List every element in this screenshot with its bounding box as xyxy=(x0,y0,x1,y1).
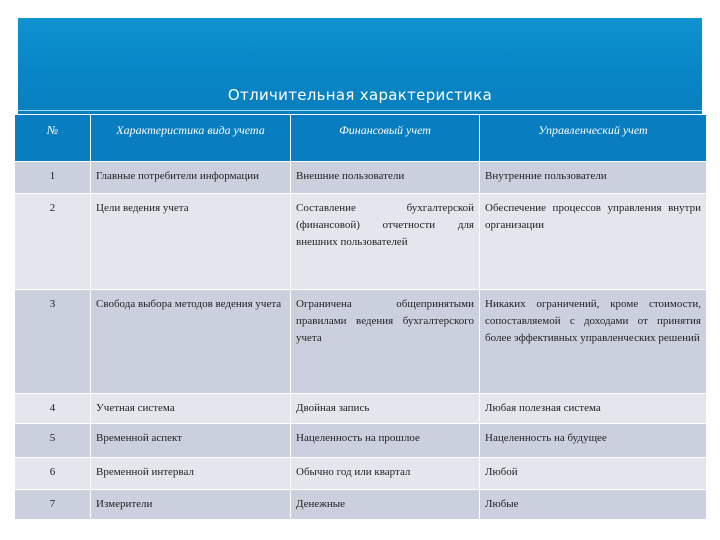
row-number: 4 xyxy=(15,394,91,424)
row-financial: Двойная запись xyxy=(291,394,480,424)
row-characteristic: Цели ведения учета xyxy=(91,194,291,290)
row-characteristic: Измерители xyxy=(91,490,291,520)
comparison-table xyxy=(14,114,707,520)
header-financial: Финансовый учет xyxy=(291,115,480,162)
table-row xyxy=(15,458,707,490)
row-number: 7 xyxy=(15,490,91,520)
header-characteristic: Характеристика вида учета xyxy=(91,115,291,162)
banner-divider xyxy=(18,110,702,111)
page-title: Отличительная характеристика xyxy=(227,86,493,104)
row-financial: Составление бухгалтерской (финансовой) отчетности для внешних пользователей xyxy=(291,194,480,290)
row-number: 1 xyxy=(15,162,91,194)
table-row xyxy=(15,290,707,394)
row-number: 6 xyxy=(15,458,91,490)
table-row xyxy=(15,194,707,290)
row-financial: Ограничена общепринятыми правилами ведения бухгалтерского учета xyxy=(291,290,480,394)
table-header-row xyxy=(15,115,707,162)
row-managerial: Обеспечение процессов управления внутри организации xyxy=(480,194,707,290)
row-characteristic: Главные потребители информации xyxy=(91,162,291,194)
row-number: 5 xyxy=(15,424,91,458)
row-financial: Денежные xyxy=(291,490,480,520)
table-row xyxy=(15,490,707,520)
row-managerial: Любая полезная система xyxy=(480,394,707,424)
row-number: 2 xyxy=(15,194,91,290)
table-row xyxy=(15,394,707,424)
row-characteristic: Временной аспект xyxy=(91,424,291,458)
row-characteristic: Временной интервал xyxy=(91,458,291,490)
header-managerial: Управленческий учет xyxy=(480,115,707,162)
row-characteristic: Учетная система xyxy=(91,394,291,424)
row-financial: Внешние пользователи xyxy=(291,162,480,194)
row-characteristic: Свобода выбора методов ведения учета xyxy=(91,290,291,394)
table-row xyxy=(15,162,707,194)
row-managerial: Любой xyxy=(480,458,707,490)
row-financial: Нацеленность на прошлое xyxy=(291,424,480,458)
row-managerial: Нацеленность на будущее xyxy=(480,424,707,458)
row-managerial: Внутренние пользователи xyxy=(480,162,707,194)
header-number: № xyxy=(15,115,91,162)
row-number: 3 xyxy=(15,290,91,394)
row-managerial: Любые xyxy=(480,490,707,520)
row-managerial: Никаких ограничений, кроме стоимости, сопоставляемой с доходами от принятия более эффективных управленческих решений xyxy=(480,290,707,394)
row-financial: Обычно год или квартал xyxy=(291,458,480,490)
table-row xyxy=(15,424,707,458)
